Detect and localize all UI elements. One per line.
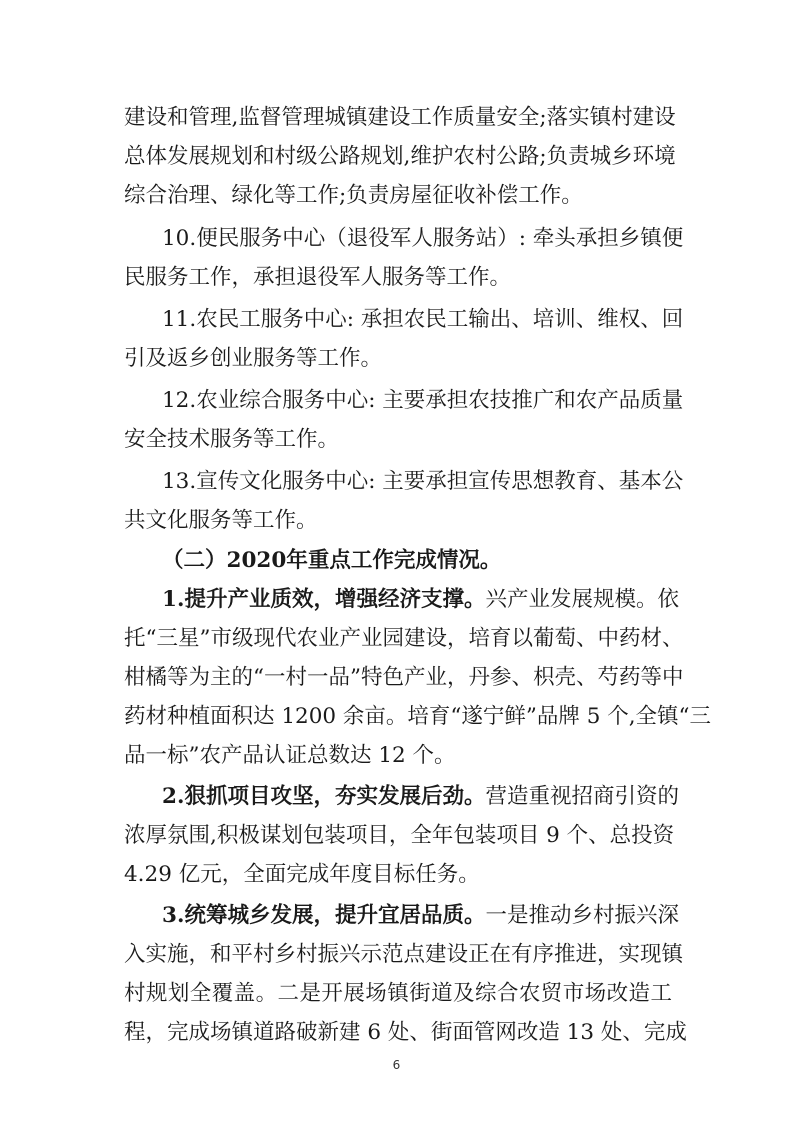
text-line: 11.农民工服务中心: 承担农民工输出、培训、维权、回 bbox=[162, 307, 684, 332]
section-heading: （二）2020年重点工作完成情况。 bbox=[162, 548, 502, 573]
text-line: 安全技术服务等工作。 bbox=[124, 427, 340, 452]
text-line: 入实施，和平村乡村振兴示范点建设正在有序推进，实现镇 bbox=[124, 942, 684, 967]
paragraph-first-line bbox=[162, 580, 679, 620]
text-line: 10.便民服务中心（退役军人服务站）: 牵头承担乡镇便 bbox=[162, 226, 684, 251]
text-line: 品一标”农产品认证总数达 12 个。 bbox=[124, 743, 456, 768]
text-line: 12.农业综合服务中心: 主要承担农技推广和农产品质量 bbox=[162, 388, 684, 413]
text-line: 4.29 亿元，全面完成年度目标任务。 bbox=[124, 862, 480, 887]
item-text: 一是推动乡村振兴深 bbox=[485, 903, 679, 928]
text-line: 共文化服务等工作。 bbox=[124, 508, 318, 533]
text-line: 程，完成场镇道路破新建 6 处、街面管网改造 13 处、完成 bbox=[124, 1020, 687, 1045]
text-line: 村规划全覆盖。二是开展场镇街道及综合农贸市场改造工 bbox=[124, 981, 672, 1006]
item-bold-lead: 3.统筹城乡发展，提升宜居品质。 bbox=[162, 903, 486, 928]
text-line: 引及返乡创业服务等工作。 bbox=[124, 346, 383, 371]
text-line: 药材种植面积达 1200 余亩。培育“遂宁鲜”品牌 5 个,全镇“三 bbox=[124, 704, 712, 729]
item-bold-lead: 2.狠抓项目攻坚，夯实发展后劲。 bbox=[162, 784, 486, 809]
text-line: 托“三星”市级现代农业产业园建设，培育以葡萄、中药材、 bbox=[124, 626, 684, 651]
text-line: 柑橘等为主的“一村一品”特色产业，丹参、枳壳、芍药等中 bbox=[124, 665, 684, 690]
paragraph-first-line bbox=[162, 777, 679, 817]
paragraph-first-line bbox=[162, 896, 679, 936]
text-line: 建设和管理,监督管理城镇建设工作质量安全;落实镇村建设 bbox=[124, 105, 676, 130]
text-line: 民服务工作，承担退役军人服务等工作。 bbox=[124, 265, 512, 290]
page-number: 6 bbox=[392, 1058, 401, 1072]
item-text: 兴产业发展规模。依 bbox=[485, 587, 679, 612]
item-bold-lead: 1.提升产业质效，增强经济支撑。 bbox=[162, 587, 486, 612]
text-line: 13.宣传文化服务中心: 主要承担宣传思想教育、基本公 bbox=[162, 469, 684, 494]
item-text: 营造重视招商引资的 bbox=[485, 784, 679, 809]
text-line: 总体发展规划和村级公路规划,维护农村公路;负责城乡环境 bbox=[124, 144, 676, 169]
text-line: 综合治理、绿化等工作;负责房屋征收补偿工作。 bbox=[124, 183, 583, 208]
text-line: 浓厚氛围,积极谋划包装项目，全年包装项目 9 个、总投资 bbox=[124, 823, 675, 848]
